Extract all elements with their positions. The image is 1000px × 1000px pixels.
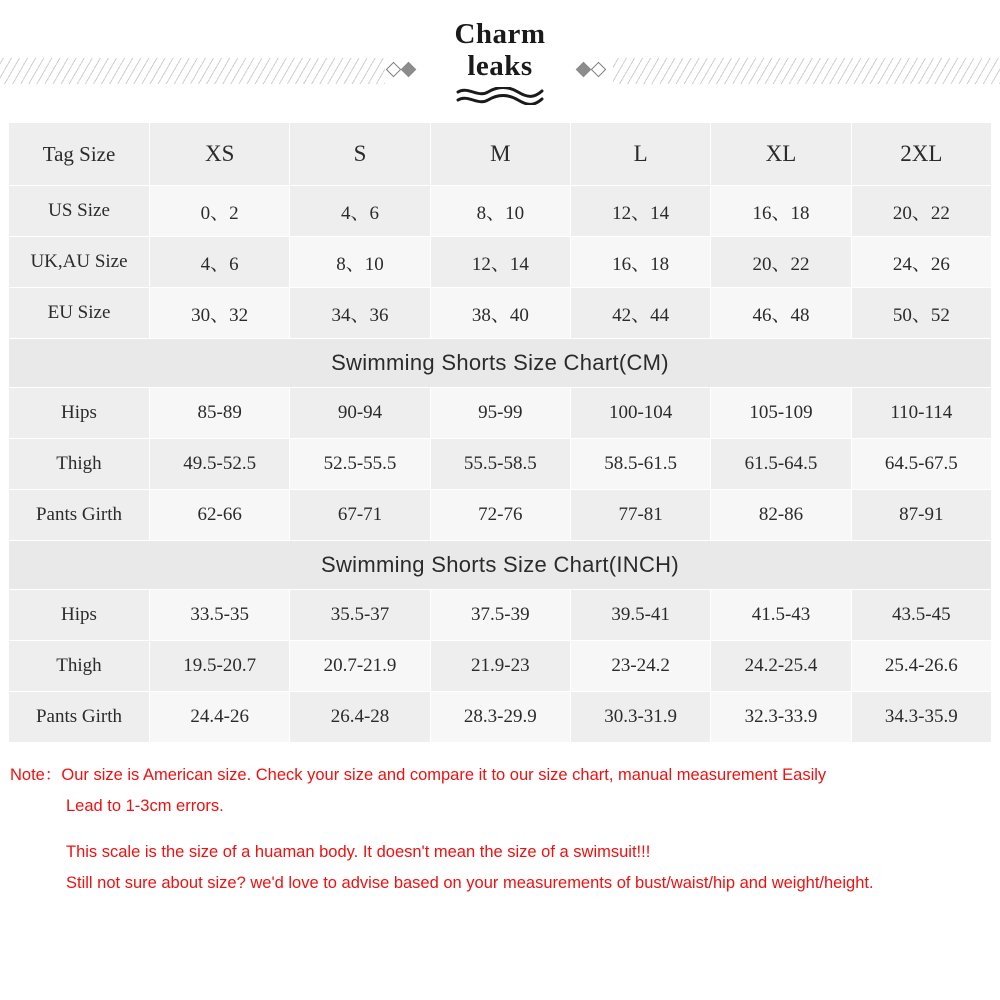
cell-thigh-cm-s: 52.5-55.5 xyxy=(290,439,430,490)
cell-us-s: 4、6 xyxy=(290,186,430,237)
cell-thigh-inch-xs: 19.5-20.7 xyxy=(150,641,290,692)
cell-thigh-inch-s: 20.7-21.9 xyxy=(290,641,430,692)
cell-hips-cm-2xl: 110-114 xyxy=(851,388,991,439)
wave-underline-icon xyxy=(456,87,544,105)
cell-eu-s: 34、36 xyxy=(290,288,430,339)
cell-ukau-m: 12、14 xyxy=(430,237,570,288)
row-label-hips-inch: Hips xyxy=(9,590,150,641)
cell-us-m: 8、10 xyxy=(430,186,570,237)
cell-ukau-s: 8、10 xyxy=(290,237,430,288)
cell-girth-cm-xs: 62-66 xyxy=(150,490,290,541)
cell-thigh-inch-l: 23-24.2 xyxy=(570,641,710,692)
cell-hips-inch-2xl: 43.5-45 xyxy=(851,590,991,641)
cell-us-2xl: 20、22 xyxy=(851,186,991,237)
cell-thigh-inch-xl: 24.2-25.4 xyxy=(711,641,851,692)
cell-thigh-cm-xs: 49.5-52.5 xyxy=(150,439,290,490)
cell-girth-cm-l: 77-81 xyxy=(570,490,710,541)
cell-hips-inch-xs: 33.5-35 xyxy=(150,590,290,641)
cell-girth-inch-s: 26.4-28 xyxy=(290,692,430,743)
cell-ukau-2xl: 24、26 xyxy=(851,237,991,288)
section-title-cm: Swimming Shorts Size Chart(CM) xyxy=(9,339,992,388)
row-label-thigh-inch: Thigh xyxy=(9,641,150,692)
cell-hips-inch-s: 35.5-37 xyxy=(290,590,430,641)
section-title-row-cm xyxy=(9,339,992,388)
table-row xyxy=(9,186,992,237)
row-label-uk-au-size: UK,AU Size xyxy=(9,237,150,288)
section-title-inch: Swimming Shorts Size Chart(INCH) xyxy=(9,541,992,590)
note-text-1: Our size is American size. Check your size and compare it to our size chart, manual measurement Easily xyxy=(61,766,827,784)
cell-eu-xs: 30、32 xyxy=(150,288,290,339)
notes-block xyxy=(10,760,985,899)
note-label: Note： xyxy=(10,766,62,784)
note-line-2: Lead to 1-3cm errors. xyxy=(66,797,224,816)
cell-girth-inch-l: 30.3-31.9 xyxy=(570,692,710,743)
header-cell-xl: XL xyxy=(711,123,851,186)
row-label-thigh-cm: Thigh xyxy=(9,439,150,490)
header-cell-2xl: 2XL xyxy=(851,123,991,186)
note-line-4: Still not sure about size? we'd love to advise based on your measurements of bust/waist/hip and weight/height. xyxy=(66,874,874,893)
table-row xyxy=(9,388,992,439)
cell-us-xl: 16、18 xyxy=(711,186,851,237)
cell-ukau-xl: 20、22 xyxy=(711,237,851,288)
header-cell-s: S xyxy=(290,123,430,186)
cell-hips-cm-m: 95-99 xyxy=(430,388,570,439)
cell-girth-cm-s: 67-71 xyxy=(290,490,430,541)
table-row xyxy=(9,590,992,641)
table-row xyxy=(9,237,992,288)
cell-thigh-cm-m: 55.5-58.5 xyxy=(430,439,570,490)
cell-thigh-cm-xl: 61.5-64.5 xyxy=(711,439,851,490)
table-row xyxy=(9,692,992,743)
cell-hips-cm-xs: 85-89 xyxy=(150,388,290,439)
cell-eu-m: 38、40 xyxy=(430,288,570,339)
brand-name-line1: Charm xyxy=(454,18,546,50)
cell-girth-inch-xs: 24.4-26 xyxy=(150,692,290,743)
cell-girth-inch-m: 28.3-29.9 xyxy=(430,692,570,743)
cell-hips-inch-m: 37.5-39 xyxy=(430,590,570,641)
header-cell-xs: XS xyxy=(150,123,290,186)
cell-hips-inch-xl: 41.5-43 xyxy=(711,590,851,641)
section-title-row-inch xyxy=(9,541,992,590)
note-line-1 xyxy=(10,760,985,791)
cell-thigh-cm-l: 58.5-61.5 xyxy=(570,439,710,490)
row-label-pants-girth-cm: Pants Girth xyxy=(9,490,150,541)
note-line-3: This scale is the size of a huaman body. It doesn't mean the size of a swimsuit!!! xyxy=(66,842,651,861)
cell-girth-inch-2xl: 34.3-35.9 xyxy=(851,692,991,743)
brand-name-line2: leaks xyxy=(467,50,533,82)
row-label-eu-size: EU Size xyxy=(9,288,150,339)
cell-girth-cm-m: 72-76 xyxy=(430,490,570,541)
cell-us-xs: 0、2 xyxy=(150,186,290,237)
table-header-row xyxy=(9,123,992,186)
cell-hips-cm-s: 90-94 xyxy=(290,388,430,439)
table-row xyxy=(9,490,992,541)
header-cell-tag-size: Tag Size xyxy=(9,123,150,186)
header-cell-m: M xyxy=(430,123,570,186)
cell-thigh-inch-2xl: 25.4-26.6 xyxy=(851,641,991,692)
row-label-pants-girth-inch: Pants Girth xyxy=(9,692,150,743)
cell-thigh-cm-2xl: 64.5-67.5 xyxy=(851,439,991,490)
cell-us-l: 12、14 xyxy=(570,186,710,237)
size-chart-table xyxy=(8,122,992,743)
table-row xyxy=(9,641,992,692)
brand-logo xyxy=(0,20,1000,110)
cell-hips-cm-xl: 105-109 xyxy=(711,388,851,439)
cell-girth-cm-2xl: 87-91 xyxy=(851,490,991,541)
cell-hips-inch-l: 39.5-41 xyxy=(570,590,710,641)
cell-hips-cm-l: 100-104 xyxy=(570,388,710,439)
cell-ukau-xs: 4、6 xyxy=(150,237,290,288)
row-label-us-size: US Size xyxy=(9,186,150,237)
table-row xyxy=(9,439,992,490)
cell-ukau-l: 16、18 xyxy=(570,237,710,288)
cell-eu-l: 42、44 xyxy=(570,288,710,339)
row-label-hips-cm: Hips xyxy=(9,388,150,439)
cell-eu-2xl: 50、52 xyxy=(851,288,991,339)
cell-thigh-inch-m: 21.9-23 xyxy=(430,641,570,692)
cell-girth-inch-xl: 32.3-33.9 xyxy=(711,692,851,743)
cell-eu-xl: 46、48 xyxy=(711,288,851,339)
brand-header xyxy=(0,0,1000,118)
header-cell-l: L xyxy=(570,123,710,186)
table-row xyxy=(9,288,992,339)
cell-girth-cm-xl: 82-86 xyxy=(711,490,851,541)
